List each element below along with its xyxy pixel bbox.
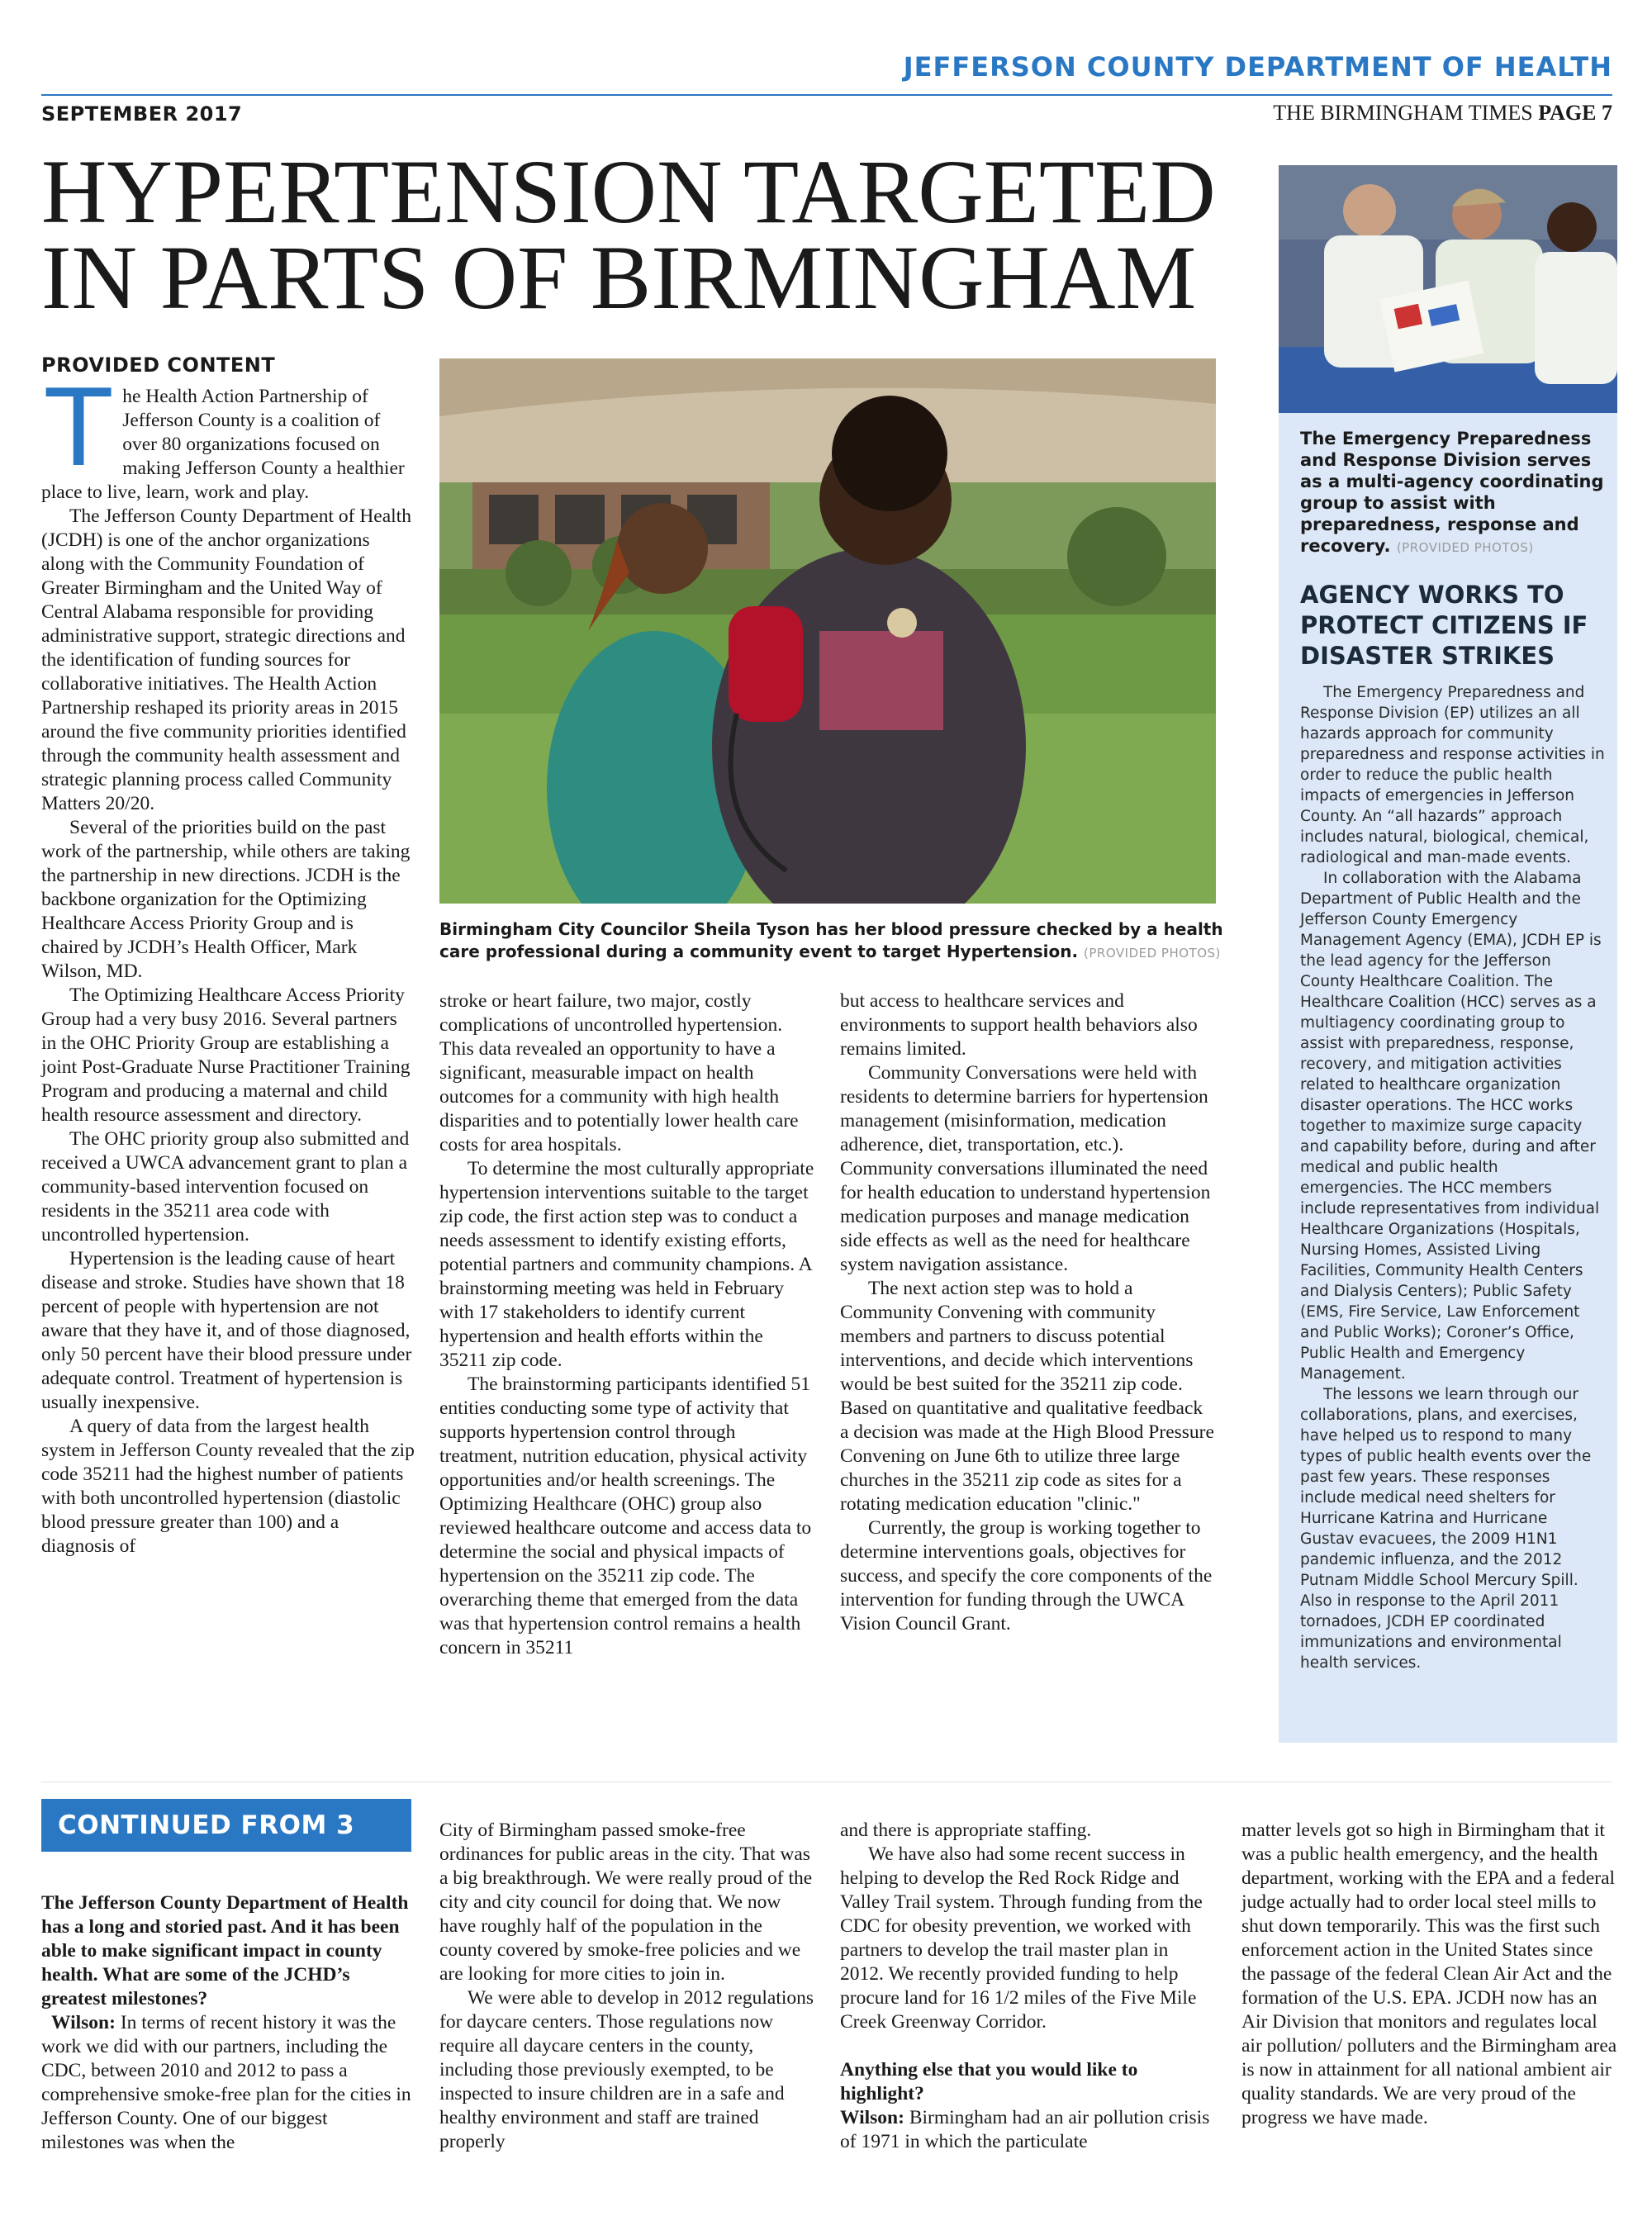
interview-paragraph: We have also had some recent success in helping to develop the Red Rock Ridge and Valley Trail system. Through funding from the CDC for obesity prevention, we worked with partners to develop the trail master plan in 2012. We recently provided funding to help procure land for 16 1/2 miles of the Five Mile Creek Greenway Corridor. — [840, 1843, 1203, 2033]
article-paragraph: Currently, the group is working together to determine interventions goals, objectives for success, and specify the core components of the intervention for funding through the UWCA Vision Council Grant. — [840, 1517, 1213, 1635]
article-paragraph: Several of the priorities build on the past work of the partnership, while others are taking the partnership in new directions. JCDH is the backbone organization for the Optimizing Healthcare Access Priority Group and is chaired by JCDH’s Health Officer, Mark Wilson, MD. — [41, 817, 411, 982]
headline-line-2: IN PARTS OF BIRMINGHAM — [41, 227, 1197, 328]
blood-pressure-photo — [439, 358, 1216, 904]
article-paragraph: The brainstorming participants identified 51 entities conducting some type of activity that supports hypertension control through treatment, nutrition education, physical activity opportunities and/or health screenings. The Optimizing Healthcare (OHC) group also reviewed healthcare outcome and access data to determine the social and physical impacts of hypertension on the 35211 zip code. The overarching theme that emerged from the data was that hypertension control remains a health concern in 35211 — [439, 1374, 812, 1658]
page-number: PAGE 7 — [1538, 101, 1612, 125]
drop-cap: T — [46, 368, 112, 491]
article-column-3 — [840, 989, 1216, 1636]
article-paragraph: but access to healthcare services and environments to support health behaviors also remains limited. — [840, 990, 1198, 1060]
main-photo-caption — [439, 918, 1224, 965]
article-paragraph: The next action step was to hold a Community Convening with community members and partners to discuss potential interventions, and decide which interventions would be best suited for the 35211 zip code. Based on quantitative and qualitative feedback a decision was made at the High Blood Pressure Convening on June 6th to utilize three large churches in the 35211 zip code as sites for a rotating medication education "clinic." — [840, 1278, 1214, 1515]
byline: PROVIDED CONTENT — [41, 353, 276, 377]
continued-column-1 — [41, 1891, 415, 2155]
interview-paragraph: and there is appropriate staffing. — [840, 1820, 1092, 1841]
speaker-label: Wilson: — [840, 2107, 904, 2128]
sidebar-paragraph: In collaboration with the Alabama Department of Public Health and the Jefferson County Emergency Management Agency (EMA), JCDH EP is the lead agency for the Jefferson County Healthcare Coalition. The Healthcare Coalition (HCC) serves as a multiagency coordinating group to assist with preparedness, response, recovery, and mitigation activities related to healthcare organization disaster operations. The HCC works together to maximize surge capacity and capability before, during and after medical and public health emergencies. The HCC members include representatives from individual Healthcare Organizations (Hospitals, Nursing Homes, Assisted Living Facilities, Community Health Centers and Dialysis Centers); Public Safety (EMS, Fire Service, Law Enforcement and Public Works); Coroner’s Office, Public Health and Emergency Management. — [1300, 870, 1602, 1383]
article-column-1 — [41, 368, 415, 1559]
article-paragraph: Hypertension is the leading cause of heart disease and stroke. Studies have shown that 18 percent of people with hypertension are not aware that they have it, and of those diagnosed, only 50 percent have their blood pressure under adequate control. Treatment of hypertension is usually inexpensive. — [41, 1248, 412, 1413]
emergency-team-photo — [1279, 165, 1617, 413]
sidebar-paragraph: The lessons we learn through our collaborations, plans, and exercises, have helped us to respond to many types of public health events over the past few years. These responses include medical need shelters for Hurricane Katrina and Hurricane Gustav evacuees, the 2009 H1N1 pandemic influenza, and the 2012 Putnam Middle School Mercury Spill. Also in response to the April 2011 tornadoes, JCDH EP coordinated immunizations and environmental health services. — [1300, 1386, 1592, 1672]
article-paragraph: The Optimizing Healthcare Access Priority Group had a very busy 2016. Several partners in the OHC Priority Group are establishing a joint Post-Graduate Nurse Practitioner Training Program and producing a maternal and child health resource assessment and directory. — [41, 985, 411, 1126]
blood-pressure-illustration — [439, 358, 1216, 904]
article-column-2 — [439, 989, 815, 1660]
photo-credit: (PROVIDED PHOTOS) — [1084, 946, 1221, 961]
sidebar-photo-caption — [1300, 428, 1606, 558]
interview-question: Anything else that you would like to highlight? — [840, 2059, 1138, 2104]
caption-text: The Emergency Preparedness and Response Division serves as a multi-agency coordinating group to assist with preparedness, response and recovery. — [1300, 429, 1604, 556]
emergency-team-illustration — [1279, 165, 1617, 413]
caption-text: Birmingham City Councilor Sheila Tyson has her blood pressure checked by a health care professional during a community event to target Hypertension. — [439, 919, 1223, 961]
interview-answer: Wilson: In terms of recent history it was the work we did with our partners, including the CDC, between 2010 and 2012 to pass a comprehensive smoke-free plan for the cities in Jefferson County. One of our biggest milestones was when the — [41, 2012, 411, 2153]
article-paragraph: Community Conversations were held with residents to determine barriers for hypertension management (misinformation, medication adherence, diet, transportation, etc.). Community conversations illuminated the need for health education to understand hypertension medication purposes and manage medication side effects as well as the need for healthcare system navigation assistance. — [840, 1062, 1211, 1275]
photo-credit: (PROVIDED PHOTOS) — [1396, 540, 1534, 555]
issue-date: SEPTEMBER 2017 — [41, 102, 243, 126]
interview-question: The Jefferson County Department of Health has a long and storied past. And it has been able to make significant impact in county health. What are some of the JCHD’s greatest milestones? — [41, 1892, 409, 2009]
interview-answer: Wilson: Birmingham had an air pollution crisis of 1971 in which the particulate — [840, 2107, 1210, 2152]
paper-name — [1273, 101, 1612, 126]
department-header: JEFFERSON COUNTY DEPARTMENT OF HEALTH — [903, 51, 1612, 83]
interview-paragraph: City of Birmingham passed smoke-free ordinances for public areas in the city. That was a big breakthrough. We were really proud of the city and city council for doing that. We now have roughly half of the population in the county covered by smoke-free policies and we are looking for more cities to join in. — [439, 1820, 813, 1985]
continued-banner: CONTINUED FROM 3 — [41, 1799, 411, 1852]
article-paragraph: stroke or heart failure, two major, costly complications of uncontrolled hypertension. This data revealed an opportunity to have a significant, measurable impact on health outcomes for a community with high health disparities and to potentially lower health care costs for area hospitals. — [439, 990, 799, 1155]
header-rule — [41, 94, 1612, 96]
article-paragraph: A query of data from the largest health system in Jefferson County revealed that the zip code 35211 had the highest number of patients with both uncontrolled hypertension (diastolic blood pressure greater than 100) and a diagnosis of — [41, 1416, 415, 1557]
continued-column-4 — [1241, 1819, 1617, 2130]
continued-column-3 — [840, 1819, 1216, 2154]
interview-paragraph: We were able to develop in 2012 regulations for daycare centers. Those regulations now require all daycare centers in the county, including those previously exempted, to be inspected to insure children are in a safe and healthy environment and staff are trained properly — [439, 1987, 814, 2152]
sidebar-body — [1300, 682, 1606, 1673]
article-paragraph: The Jefferson County Department of Health (JCDH) is one of the anchor organizations along with the Community Foundation of Greater Birmingham and the United Way of Central Alabama responsible for providing administrative support, strategic directions and the identification of funding sources for collaborative initiatives. The Health Action Partnership reshaped its priority areas in 2015 around the five community priorities identified through the community health assessment and strategic planning process called Community Matters 20/20. — [41, 505, 411, 814]
continued-column-2 — [439, 1819, 815, 2154]
headline — [41, 141, 1239, 328]
headline-line-1: HYPERTENSION TARGETED — [41, 141, 1216, 242]
interview-paragraph: matter levels got so high in Birmingham that it was a public health emergency, and the health department, working with the EPA and a federal judge actually had to order local steel mills to shut down temporarily. This was the first such enforcement action in the United States since the passage of the federal Clean Air Act and the formation of the U.S. EPA. JCDH now has an Air Division that monitors and regulates local air pollution/ polluters and the Birmingham area is now in attainment for all national ambient air quality standards. We are very proud of the progress we have made. — [1241, 1820, 1617, 2128]
sidebar-title: AGENCY WORKS TO PROTECT CITIZENS IF DISASTER STRIKES — [1300, 581, 1588, 670]
article-paragraph: The Health Action Partnership of Jefferson County is a coalition of over 80 organizations focused on making Jefferson County a healthier place to live, learn, work and play. — [41, 368, 405, 503]
article-paragraph: The OHC priority group also submitted and received a UWCA advancement grant to plan a community-based intervention focused on residents in the 35211 area code with uncontrolled hypertension. — [41, 1128, 410, 1245]
article-paragraph: To determine the most culturally appropriate hypertension interventions suitable to the target zip code, the first action step was to conduct a needs assessment to identify existing efforts, potential partners and community champions. A brainstorming meeting was held in February with 17 stakeholders to identify current hypertension and health efforts within the 35211 zip code. — [439, 1158, 814, 1371]
sidebar-paragraph: The Emergency Preparedness and Response Division (EP) utilizes an all hazards approach for community preparedness and response activities in order to reduce the public health impacts of emergencies in Jefferson County. An “all hazards” approach includes natural, biological, chemical, radiological and man-made events. — [1300, 684, 1605, 866]
speaker-label: Wilson: — [51, 2012, 116, 2033]
paper-title: THE BIRMINGHAM TIMES — [1273, 101, 1533, 125]
